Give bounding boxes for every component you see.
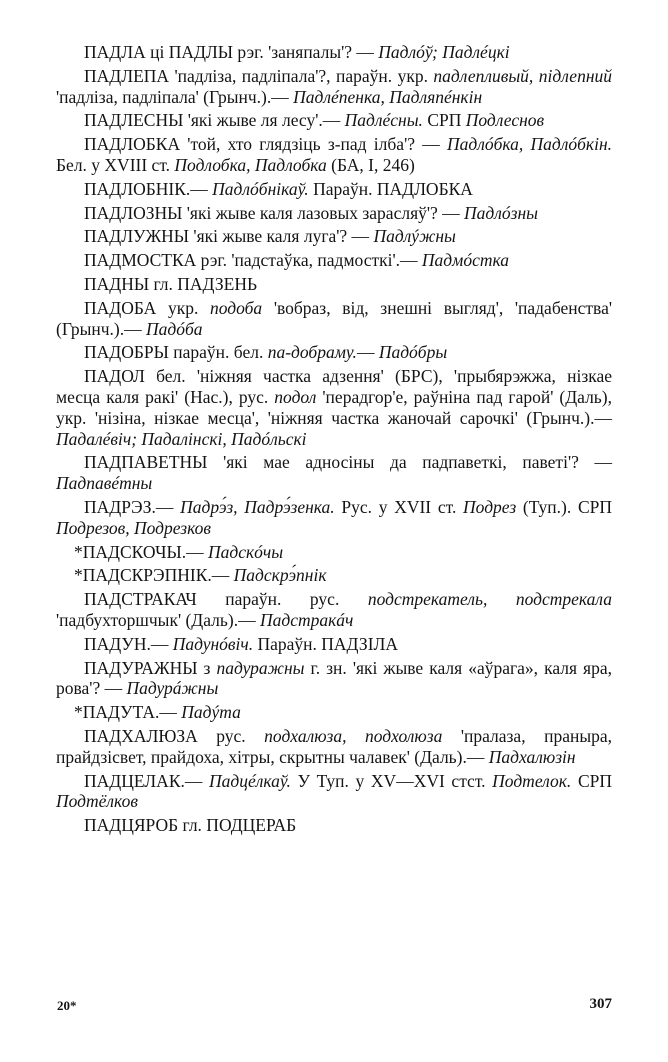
entry-text: *ПАДСКОЧЫ.—: [74, 541, 208, 562]
entry-text: ПАДХАЛЮЗА рус.: [84, 725, 265, 746]
entry-text: (Туп.). СРП: [516, 496, 612, 517]
dictionary-entry: [56, 366, 612, 449]
entry-italic-text: Падунóвіч.: [172, 633, 254, 654]
entry-text: СРП: [422, 110, 466, 131]
entry-text: ПАДЦЯРОБ гл. ПОДЦЕРАБ: [84, 815, 297, 836]
entry-text: ПАДСТРАКАЧ параўн. рус.: [84, 589, 368, 610]
entry-italic-text: Падлóбнікаў.: [212, 178, 309, 199]
dictionary-entry: [56, 298, 612, 340]
dictionary-entry: [56, 634, 612, 655]
entry-text: ПАДЛУЖНЫ 'які жыве каля луга'? —: [84, 226, 374, 247]
dictionary-entry: [56, 771, 612, 813]
entry-italic-text: Падлéсны.: [344, 110, 423, 131]
dictionary-entry: [56, 134, 612, 176]
entry-italic-text: Подрезов, Подрезков: [56, 517, 211, 538]
entry-text: г. зн. 'які жыве каля «аўрага», каля яра, рова'? —: [56, 657, 612, 699]
entry-text: —: [356, 342, 379, 363]
entry-text: (БА, I, 246): [326, 154, 415, 175]
entry-italic-text: Падстракáч: [259, 609, 354, 630]
entry-italic-text: Падлóў; Падлéцкі: [378, 42, 510, 62]
entry-text: ПАДЛЕПА 'падліза, падліпала'?, параўн. укр.: [84, 65, 434, 86]
entry-italic-text: Падóбры: [378, 342, 448, 363]
entry-italic-text: Падрэ́з, Падрэ́зенка.: [180, 496, 335, 517]
entry-text: ПАДЛОБКА 'той, хто глядзіць з-пад ілба'? —: [84, 134, 447, 155]
entry-italic-text: Подтёлков: [56, 791, 138, 812]
entry-text: ПАДОЛ бел. 'ніжняя частка адзення' (БРС), 'прыбярэжжа, нізкае месца каля ракі' (Нас.), рус.: [56, 366, 612, 407]
entry-italic-text: подоба: [209, 297, 263, 318]
dictionary-entry: [56, 226, 612, 247]
dictionary-entry: [56, 203, 612, 224]
dictionary-entry: [56, 815, 612, 836]
entry-text: Рус. у XVII ст.: [334, 496, 464, 517]
entry-italic-text: падлепливый, підлепний: [433, 65, 613, 86]
entry-italic-text: Падлóзны: [464, 202, 539, 223]
entry-italic-text: Падлýжны: [373, 226, 456, 247]
entry-italic-text: па-добраму.: [267, 342, 357, 363]
dictionary-entry: [56, 342, 612, 363]
entry-text: ПАДЛА ці ПАДЛЫ рэг. 'заняпалы'? —: [84, 42, 379, 62]
entry-text: ПАДОБА укр.: [84, 297, 210, 318]
entry-italic-text: подол: [274, 386, 317, 407]
entry-text: 'пралаза, праныра, прайдзісвет, прайдоха, хітры, скрытны чалавек' (Даль).—: [56, 725, 612, 767]
entry-italic-text: Подрез: [463, 496, 517, 517]
entry-text: ПАДЦЕЛАК.—: [84, 770, 209, 791]
entry-text: 'падліза, падліпала' (Грынч.).—: [56, 86, 294, 107]
dictionary-entry: [56, 658, 612, 700]
dictionary-entry: [56, 726, 612, 768]
entry-text: *ПАДСКРЭПНІК.—: [74, 565, 234, 586]
entry-italic-text: Падцéлкаў.: [209, 770, 291, 791]
entry-text: ПАДНЫ гл. ПАДЗЕНЬ: [84, 273, 258, 294]
entry-text: ПАДУРАЖНЫ з: [84, 657, 217, 678]
entry-italic-text: Подтелок.: [492, 770, 572, 791]
entry-list: [56, 42, 612, 836]
entry-text: ПАДУН.—: [84, 633, 173, 654]
dictionary-entry: [56, 66, 612, 108]
entry-italic-text: Падýта: [181, 702, 241, 723]
entry-italic-text: Падурáжны: [126, 678, 219, 699]
entry-italic-text: Падскóчы: [207, 541, 284, 562]
entry-italic-text: подхалюза, подхолюза: [264, 725, 443, 746]
entry-text: *ПАДУТА.—: [74, 702, 182, 723]
entry-text: ПАДЛЕСНЫ 'які жыве ля лесу'.—: [84, 110, 345, 131]
entry-text: ПАДЛОЗНЫ 'які жыве каля лазовых зарасляў'? —: [84, 202, 465, 223]
entry-italic-text: Падóба: [145, 318, 203, 339]
entry-italic-text: Падлéпенка, Падляпéнкін: [293, 86, 483, 107]
entry-text: У Туп. у XV—XVI стст.: [290, 770, 493, 791]
entry-text: 'падбухторшчык' (Даль).—: [56, 609, 260, 630]
dictionary-entry: [56, 42, 612, 63]
entry-italic-text: Падпавéтны: [56, 473, 153, 494]
dictionary-entry: [56, 274, 612, 295]
dictionary-entry: [56, 452, 612, 494]
dictionary-entry: [56, 565, 612, 586]
entry-text: ПАДОБРЫ параўн. бел.: [84, 342, 268, 363]
entry-italic-text: подстрекатель, подстрекала: [367, 589, 612, 610]
entry-italic-text: Падскрэ́пнік: [233, 565, 327, 586]
dictionary-entry: [56, 542, 612, 563]
dictionary-entry: [56, 179, 612, 200]
entry-text: Параўн. ПАДЛОБКА: [308, 178, 473, 199]
dictionary-entry: [56, 589, 612, 631]
entry-text: ПАДРЭЗ.—: [84, 496, 181, 517]
entry-italic-text: Подлобка, Падлобка: [174, 154, 327, 175]
entry-italic-text: Падлóбка, Падлóбкін.: [446, 134, 612, 155]
entry-text: ПАДЛОБНІК.—: [84, 178, 213, 199]
entry-text: 'перадгор'е, раўніна пад гарой' (Даль), укр. 'нізіна, нізкае месца', 'ніжняя частка жаночай сарочкі' (Грынч.).—: [56, 386, 612, 428]
entry-text: СРП: [571, 770, 612, 791]
dictionary-page: [56, 42, 612, 839]
printer-signature: 20*: [57, 998, 77, 1013]
entry-italic-text: Подлеснов: [465, 110, 545, 131]
entry-text: ПАДПАВЕТНЫ 'які мае адносіны да падпаветкі, паветі'? —: [84, 452, 612, 473]
dictionary-entry: [56, 250, 612, 271]
entry-text: ПАДМОСТКА рэг. 'падстаўка, падмосткі'.—: [84, 250, 422, 271]
entry-text: Бел. у XVIII ст.: [56, 154, 175, 175]
entry-italic-text: Падмóстка: [421, 250, 509, 271]
entry-text: 'вобраз, від, знешні выгляд', 'падабенства' (Грынч.).—: [56, 297, 612, 339]
entry-italic-text: падуражны: [216, 657, 305, 678]
page-number: 307: [589, 996, 612, 1012]
entry-italic-text: Падалéвіч; Падалінскі, Падóльскі: [56, 428, 307, 449]
dictionary-entry: [56, 110, 612, 131]
dictionary-entry: [56, 702, 612, 723]
entry-italic-text: Падхалюзін: [488, 746, 576, 767]
entry-text: Параўн. ПАДЗІЛА: [253, 633, 399, 654]
dictionary-entry: [56, 497, 612, 539]
